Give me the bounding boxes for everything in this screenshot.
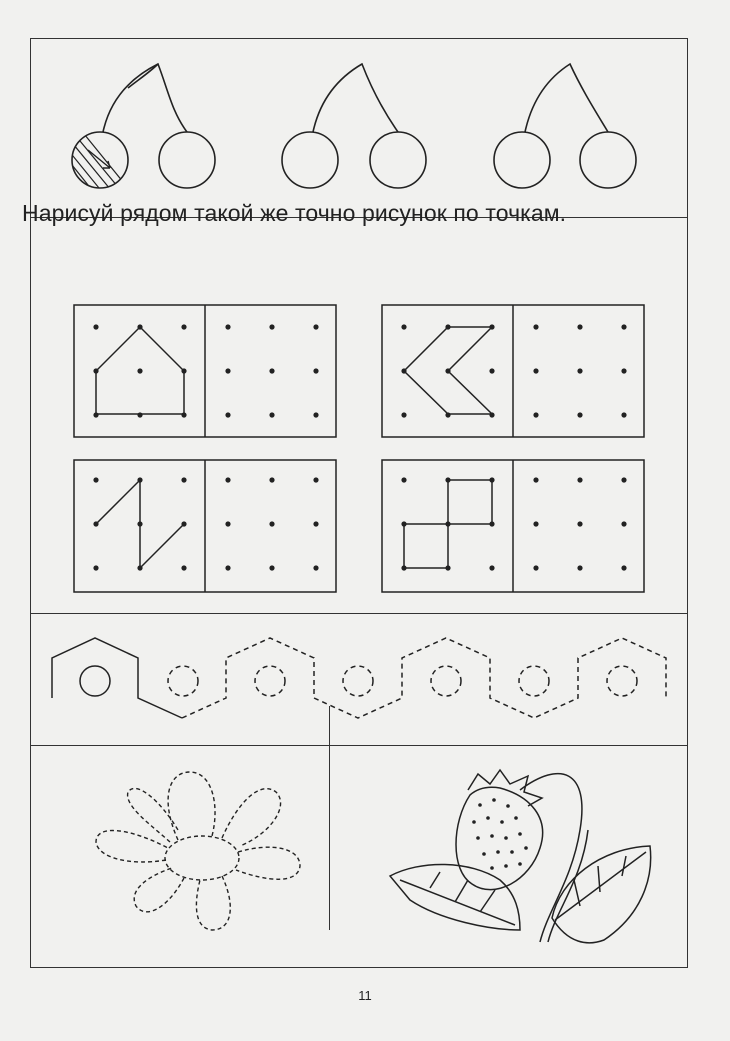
- grid-dot: [269, 565, 274, 570]
- grid-dot: [621, 477, 626, 482]
- grid-dot: [489, 368, 494, 373]
- grid-dot: [445, 565, 450, 570]
- grid-dot: [577, 477, 582, 482]
- grid-dot: [313, 324, 318, 329]
- grid-dot: [621, 368, 626, 373]
- grid-dot: [621, 521, 626, 526]
- petal: [222, 789, 281, 846]
- cherry-pair-3: [494, 64, 636, 188]
- grid-dot: [225, 521, 230, 526]
- grid-dot: [621, 565, 626, 570]
- grid-dot: [489, 477, 494, 482]
- grid-dot: [533, 565, 538, 570]
- cherry: [159, 132, 215, 188]
- strawberry-seed: [514, 816, 518, 820]
- cherry-hatching: [60, 124, 136, 206]
- grid-dot: [445, 368, 450, 373]
- cherry: [494, 132, 550, 188]
- grid-dot: [401, 477, 406, 482]
- grid-dot: [269, 412, 274, 417]
- grid-dot: [225, 412, 230, 417]
- grid-dot: [533, 412, 538, 417]
- petal: [128, 788, 178, 842]
- grid-dot: [93, 521, 98, 526]
- cherry-pair-2: [282, 64, 426, 188]
- strawberry-leaves: [468, 770, 542, 806]
- grid-dot: [181, 412, 186, 417]
- strawberry-seed: [472, 820, 476, 824]
- strawberry-seed: [478, 803, 482, 807]
- grid-dot: [181, 565, 186, 570]
- grid-dot: [401, 412, 406, 417]
- grid-dot: [621, 412, 626, 417]
- grid-dot: [313, 368, 318, 373]
- grid-dot: [401, 324, 406, 329]
- circle-solid: [80, 666, 110, 696]
- grid-dot: [489, 565, 494, 570]
- grid-dot: [93, 412, 98, 417]
- strawberry-seed: [518, 832, 522, 836]
- grid-dot: [137, 477, 142, 482]
- hexagon-dashed: [168, 638, 666, 718]
- grid-dot: [401, 521, 406, 526]
- grid-dot: [137, 368, 142, 373]
- hexagon-solid: [52, 638, 182, 718]
- grid-dot: [225, 477, 230, 482]
- grid-dot: [181, 324, 186, 329]
- page-number: 11: [358, 988, 372, 1003]
- petal: [236, 847, 300, 879]
- strawberry: [456, 787, 543, 889]
- cherry: [580, 132, 636, 188]
- strawberry-seed: [490, 834, 494, 838]
- grid-dot: [93, 477, 98, 482]
- grid-dot: [445, 412, 450, 417]
- grid-dot: [577, 565, 582, 570]
- strawberry-seed: [504, 864, 508, 868]
- grid-dot: [445, 477, 450, 482]
- grid-dot: [137, 324, 142, 329]
- grid-dot: [621, 324, 626, 329]
- grid-dot: [181, 368, 186, 373]
- grid-dot: [93, 565, 98, 570]
- flower-tracing: [96, 772, 300, 930]
- strawberry-seed: [500, 820, 504, 824]
- strawberry-seed: [486, 816, 490, 820]
- strawberry-seed: [476, 836, 480, 840]
- grid-dot: [137, 521, 142, 526]
- strawberry-seed: [496, 850, 500, 854]
- strawberry-seed: [492, 798, 496, 802]
- cherry-stem: [525, 64, 608, 132]
- grid-dot: [577, 412, 582, 417]
- strawberry-seed: [490, 866, 494, 870]
- grid-dot: [401, 368, 406, 373]
- strawberry-seeds: [472, 798, 528, 870]
- cherry-pair-1: [60, 64, 215, 206]
- grid-dot: [445, 324, 450, 329]
- grid-dot: [489, 521, 494, 526]
- leaf-left: [390, 864, 520, 930]
- flower-center: [165, 836, 239, 880]
- grid-dot: [137, 565, 142, 570]
- grid-dot: [225, 324, 230, 329]
- strawberry-stem: [520, 774, 582, 942]
- instruction-text: Нарисуй рядом такой же точно рисунок по точкам.: [22, 200, 567, 226]
- cherry-pairs: [60, 64, 636, 206]
- grid-dot: [181, 477, 186, 482]
- cherry-stem: [313, 64, 398, 132]
- grid-dot: [137, 412, 142, 417]
- grid-dot: [313, 477, 318, 482]
- grid-dot: [533, 368, 538, 373]
- grid-dot: [533, 521, 538, 526]
- strawberry-seed: [524, 846, 528, 850]
- grid-dot: [269, 477, 274, 482]
- grid-dot: [313, 521, 318, 526]
- grid-dot: [93, 324, 98, 329]
- grid-dot: [225, 368, 230, 373]
- grid-dot: [533, 324, 538, 329]
- grid-dot: [269, 521, 274, 526]
- grid-dot: [269, 368, 274, 373]
- grid-dot: [93, 368, 98, 373]
- grid-dot: [401, 565, 406, 570]
- grid-dot: [313, 565, 318, 570]
- petal: [196, 876, 230, 930]
- grid-dot: [313, 412, 318, 417]
- strawberry-seed: [504, 836, 508, 840]
- grid-dot: [225, 565, 230, 570]
- grid-dot: [269, 324, 274, 329]
- grid-dot: [489, 324, 494, 329]
- grid-dot: [577, 324, 582, 329]
- grid-dot: [489, 412, 494, 417]
- cherry-leaf: [128, 64, 158, 88]
- strawberry-seed: [518, 862, 522, 866]
- cherry: [370, 132, 426, 188]
- petal: [96, 831, 168, 862]
- grid-dot: [181, 521, 186, 526]
- strawberry-seed: [482, 852, 486, 856]
- grid-patterns: [96, 327, 492, 568]
- strawberry-picture: [390, 770, 651, 943]
- petal: [168, 772, 215, 840]
- strawberry-seed: [510, 850, 514, 854]
- grid-dot: [445, 521, 450, 526]
- grid-dot: [577, 368, 582, 373]
- grid-dot: [533, 477, 538, 482]
- grid-dot: [577, 521, 582, 526]
- cherry: [282, 132, 338, 188]
- hexagon-border: [52, 638, 666, 718]
- strawberry-seed: [506, 804, 510, 808]
- leaf-right: [552, 846, 651, 943]
